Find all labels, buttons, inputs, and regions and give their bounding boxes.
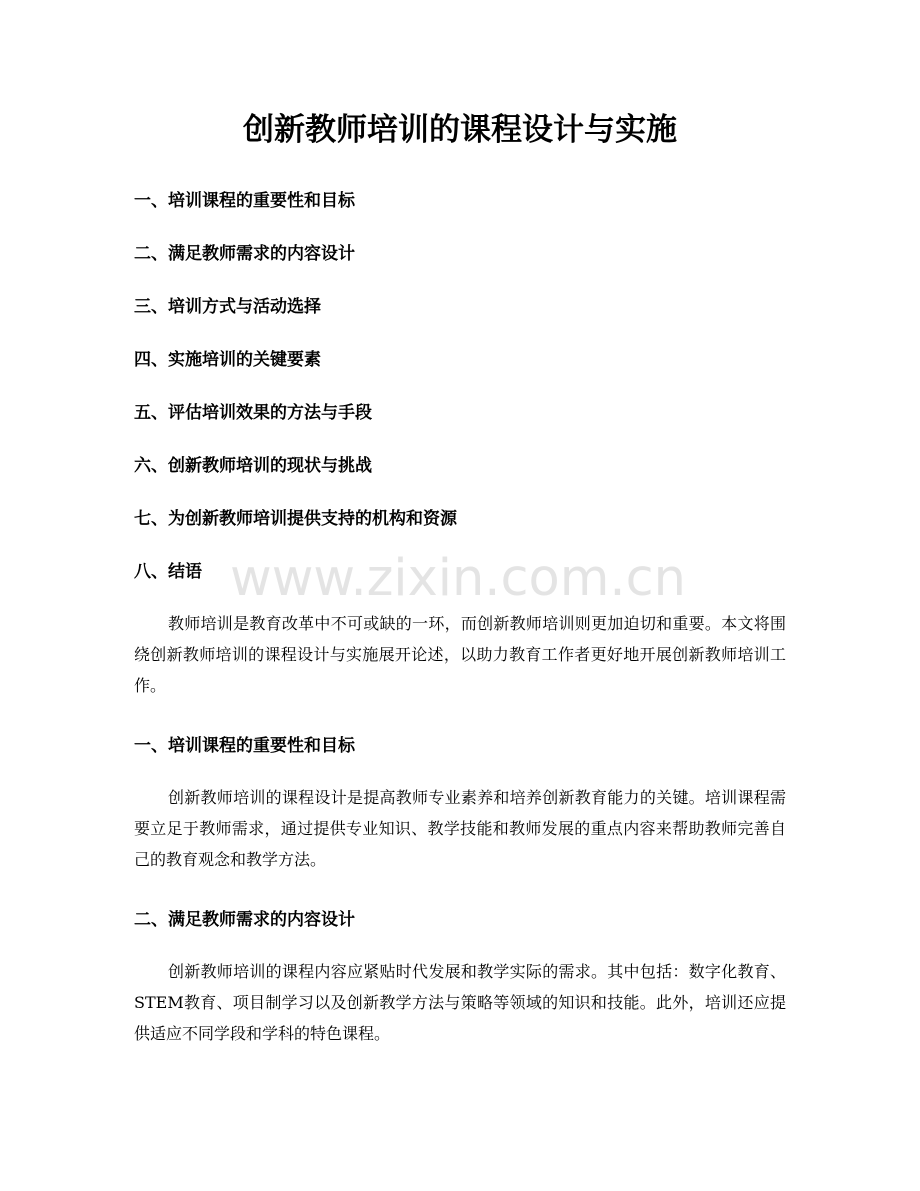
document-title: 创新教师培训的课程设计与实施 [243,112,677,148]
toc-item-3: 三、培训方式与活动选择 [134,297,321,317]
section-heading-1: 一、培训课程的重要性和目标 [134,736,355,756]
intro-paragraph: 教师培训是教育改革中不可或缺的一环，而创新教师培训则更加迫切和重要。本文将围绕创新教师培训的课程设计与实施展开论述，以助力教育工作者更好地开展创新教师培训工作。 [134,614,786,695]
toc-item-7: 七、为创新教师培训提供支持的机构和资源 [134,509,457,529]
section-1-body [134,782,786,875]
section-paragraph-2: 创新教师培训的课程内容应紧贴时代发展和教学实际的需求。其中包括：数字化教育、STEM教育、项目制学习以及创新教学方法与策略等领域的知识和技能。此外，培训还应提供适应不同学段和学科的特色课程。 [134,962,786,1043]
toc-item-4: 四、实施培训的关键要素 [134,350,321,370]
toc-item-8: 八、结语 [134,562,202,582]
toc-item-5: 五、评估培训效果的方法与手段 [134,403,372,423]
toc-item-6: 六、创新教师培训的现状与挑战 [134,456,372,476]
section-1 [134,729,786,763]
table-of-contents [134,184,794,608]
section-heading-2: 二、满足教师需求的内容设计 [134,910,355,930]
toc-item-2: 二、满足教师需求的内容设计 [134,244,355,264]
intro-block [134,608,786,701]
section-paragraph-1: 创新教师培训的课程设计是提高教师专业素养和培养创新教育能力的关键。培训课程需要立足于教师需求，通过提供专业知识、教学技能和教师发展的重点内容来帮助教师完善自己的教育观念和教学方法。 [134,788,786,869]
section-2 [134,903,786,937]
toc-item-1: 一、培训课程的重要性和目标 [134,191,355,211]
section-2-body [134,956,786,1049]
watermark: www.zixin.com.cn [230,549,686,608]
